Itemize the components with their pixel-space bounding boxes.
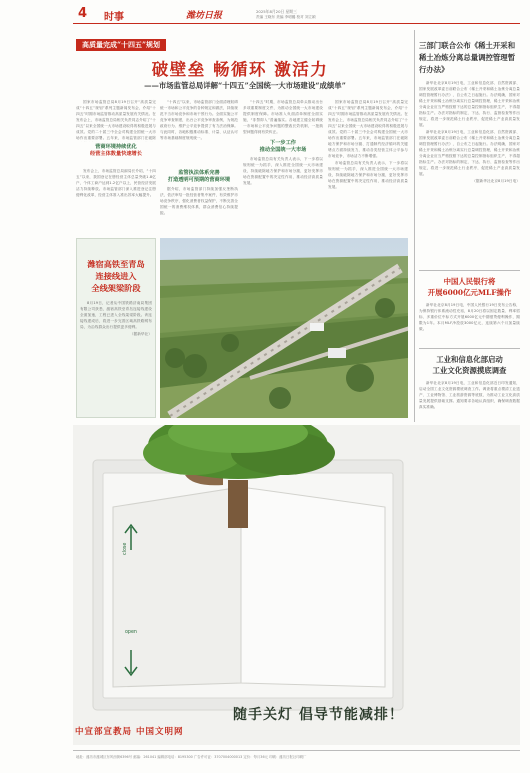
lead-col2-text bbox=[160, 99, 238, 169]
lead-col4-para: 国家市场监管总局8月19日召开“高质量完成“十四五”规划”系列主题新闻发布会，介绍“十四五”时期市场监管推动高质量发展有关情况。在发布会上，市场监管总局相关负责同志介绍了“十四五”以来全国统一大市场建设取得的积极进展与成效。党的二十届三中全会对构建全国统一大市场作出重要部署。五年来，市场监管部门在破除地方保护和市场分割、打通制约经济循环的关键堵点方面持续发力，推动各类经营主体公平参与市场竞争，市场活力不断增强。 bbox=[328, 100, 408, 158]
lead-col3-para: “十四五”时期，市场监管总局牵头推动出台多项重要制度文件，为推动全国统一大市场建设提供制度保障。市场准入负面清单制度全面实施，“非禁即入”普遍落实。各地建立健全妨碍统一市场和公平竞争问题的整改长效机制，一批典型问题得到有效纠正。 bbox=[243, 100, 323, 134]
railway-credit: （据新华社） bbox=[129, 332, 152, 336]
footer-text: 地址：潍坊市潍城区东风西街6396号 邮编：261041 编辑部电话：8195300 广告许可证：3707004000013 定价：每月36元 印刷：潍坊日报社印刷厂 bbox=[76, 755, 307, 759]
right-mid-text bbox=[419, 302, 520, 346]
energy-ad bbox=[73, 425, 520, 745]
lead-kicker-text: 高质量完成“十四五”规划 bbox=[82, 40, 161, 49]
lead-col2-box: 监管执法体系完善 打造透明可预期的营商环境 bbox=[167, 170, 231, 183]
paper-name: 潍坊日报 bbox=[186, 11, 223, 21]
right-divider bbox=[414, 30, 415, 422]
lead-col1-box bbox=[76, 144, 156, 166]
lead-col1-para: 国家市场监管总局8月19日召开“高质量完成“十四五”规划”系列主题新闻发布会，介绍“十四五”时期市场监管推动高质量发展有关情况。在发布会上，市场监管总局相关负责同志介绍了“十四五”以来全国统一大市场建设取得的积极进展与成效。党的二十届三中全会对构建全国统一大市场作出重要部署。五年来，市场监管部门在破除 bbox=[76, 100, 156, 140]
railway-text bbox=[80, 300, 152, 398]
lead-col2-text2 bbox=[160, 186, 238, 232]
lead-col1-para2: 发布会上，市场监管总局副局长介绍，“十四五”以来，我国登记在册经营主体总量突破1.8亿户，个体工商户达到1.2亿户以上，民营经济发展活力持续释放。市场监管部门深入推进登记注册便利化改革，经营主体准入准出效率大幅提升。 bbox=[76, 169, 156, 197]
energy-ad-svg bbox=[73, 425, 520, 745]
lead-col1-text2 bbox=[76, 168, 156, 232]
lead-col4-text bbox=[328, 99, 408, 232]
lead-col1-box1: 营商环境持续优化 bbox=[95, 144, 137, 150]
footer-rule bbox=[73, 750, 520, 751]
lead-col2-para: “十四五”以来，市场监管部门全面清理妨碍统一市场和公平竞争的各种规定和做法，持续规范不当市场竞争和市场干预行为。全面实施公平竞争审查制度，出台公平竞争审查条例，为规范政府行为、维护公平竞争提供了有力法治保障。与此同时，各地积极推动标准、计量、认证认可等市场基础制度规则统一。 bbox=[160, 100, 238, 140]
ad-slogan: 随手关灯 倡导节能减排！ bbox=[233, 707, 404, 723]
lead-col1-text bbox=[76, 99, 156, 142]
right-top-credit: （据新华社北京8月19日电） bbox=[472, 179, 520, 183]
ad-footer: 中宣部宣教局 中国文明网 bbox=[75, 727, 184, 737]
right-rule-1 bbox=[419, 270, 520, 271]
switch-close-label: close bbox=[123, 542, 128, 555]
right-rule-2 bbox=[419, 348, 520, 349]
page-number: 4 bbox=[78, 6, 88, 21]
lead-col3-text bbox=[243, 99, 323, 139]
lead-col1-box2: 经营主体数量快速增长 bbox=[90, 151, 142, 157]
railway-title: 潍宿高铁至青岛 连接线进入 全线架梁阶段 bbox=[87, 259, 145, 293]
right-bot-title: 工业和信息化部启动 工业文化资源摸底调查 bbox=[432, 355, 507, 375]
lead-subtitle: ——市场监管总局详解“十四五”全国统一大市场建设“成绩单” bbox=[144, 81, 346, 90]
date-line: 2025年8月20日 星期三 bbox=[256, 9, 297, 14]
right-top-para: 新华社北京8月19日电，工业和信息化部、自然资源部、国家发展改革委日前联合公布《稀土开采和稀土冶炼分离总量调控管理暂行办法》，自公布之日起施行。办法明确，国家对稀土开采和稀土冶炼分离实行总量调控管理，稀土开采和冶炼分离企业应当严格按照下达的总量控制指标组织生产，不得超指标生产。办法对指标的制定、下达、执行、监督检查等作出规定，将进一步规范稀土行业秩序，促进稀土产业高质量发展。 bbox=[419, 81, 520, 127]
lead-col3-para2: 市场监管总局有关负责人表示，下一步将以规则统一为抓手，深入推进全国统一大市场建设，持续破除地方保护和市场分割，更好发挥市场在资源配置中的决定性作用，推动经济高质量发展。 bbox=[243, 157, 323, 185]
lead-col4-para2: 市场监管总局有关负责人表示，下一步将以规则统一为抓手，深入推进全国统一大市场建设，持续破除地方保护和市场分割，更好发挥市场在资源配置中的决定性作用，推动经济高质量发展。 bbox=[328, 161, 408, 189]
right-mid-para: 新华社北京8月19日电，中国人民银行19日发布公告称，为保持银行体系流动性充裕，8月20日将以固定数量、利率招标、多重价位中标方式开展6000亿元中期借贷便利操作，期限为1年。本月MLF净投放3000亿元，连续第六个月加量续做。 bbox=[419, 303, 520, 331]
railway-photo-svg bbox=[160, 238, 408, 418]
right-top-title: 三部门联合公布《稀土开采和稀土冶炼分离总量调控管理暂行办法》 bbox=[419, 41, 516, 74]
lead-col2-para2: 据介绍，市场监管部门持续加强反垄断执法，依法审结一批经营者集中案件，有效维护市场竞争秩序，强化消费者权益保护，不断完善全国统一的消费维权体系，群众消费信心持续提振。 bbox=[160, 187, 238, 215]
section-name: 时事 bbox=[104, 12, 124, 23]
right-mid-title: 中国人民银行将 开展6000亿元MLF操作 bbox=[427, 277, 512, 297]
railway-para: 8月19日，记者从中国铁路济南局集团有限公司获悉，潍宿高铁至青岛连接线建设全面加速，工程已进入全线架梁阶段。该连接线建成后，将进一步完善区域高铁路网布局，为沿线群众出行提供更多便利。 bbox=[80, 301, 152, 329]
lead-col3-text2 bbox=[243, 156, 323, 232]
right-top-text bbox=[419, 80, 520, 265]
lead-col3-box: 下一步工作 推动全国统一大市场 bbox=[259, 140, 307, 153]
header-rule bbox=[73, 23, 520, 24]
lead-title: 破壁垒 畅循环 激活力 bbox=[151, 60, 329, 79]
railway-photo bbox=[160, 238, 408, 418]
switch-open-label: open bbox=[125, 630, 137, 635]
right-bot-text bbox=[419, 380, 520, 422]
right-bot-para: 新华社北京8月19日电，工业和信息化部近日印发通知，启动全国工业文化资源摸底调查工作。调查将重点摸清工业遗产、工业博物馆、工业旅游资源等底数，为推动工业文化高质量发展提供基础支撑。通知要求各地认真组织，确保调查数据真实准确。 bbox=[419, 381, 520, 409]
right-top-para2: 新华社北京8月19日电，工业和信息化部、自然资源部、国家发展改革委日前联合公布《稀土开采和稀土冶炼分离总量调控管理暂行办法》，自公布之日起施行。办法明确，国家对稀土开采和稀土冶炼分离实行总量调控管理，稀土开采和冶炼分离企业应当严格按照下达的总量控制指标组织生产，不得超指标生产。办法对指标的制定、下达、执行、监督检查等作出规定，将进一步规范稀土行业秩序，促进稀土产业高质量发展。 bbox=[419, 130, 520, 176]
editor-line: 责编 王晓东 美编 李明璐 校对 刘立颖 bbox=[256, 15, 316, 19]
railway-box bbox=[76, 238, 156, 418]
lead-kicker bbox=[76, 39, 166, 51]
